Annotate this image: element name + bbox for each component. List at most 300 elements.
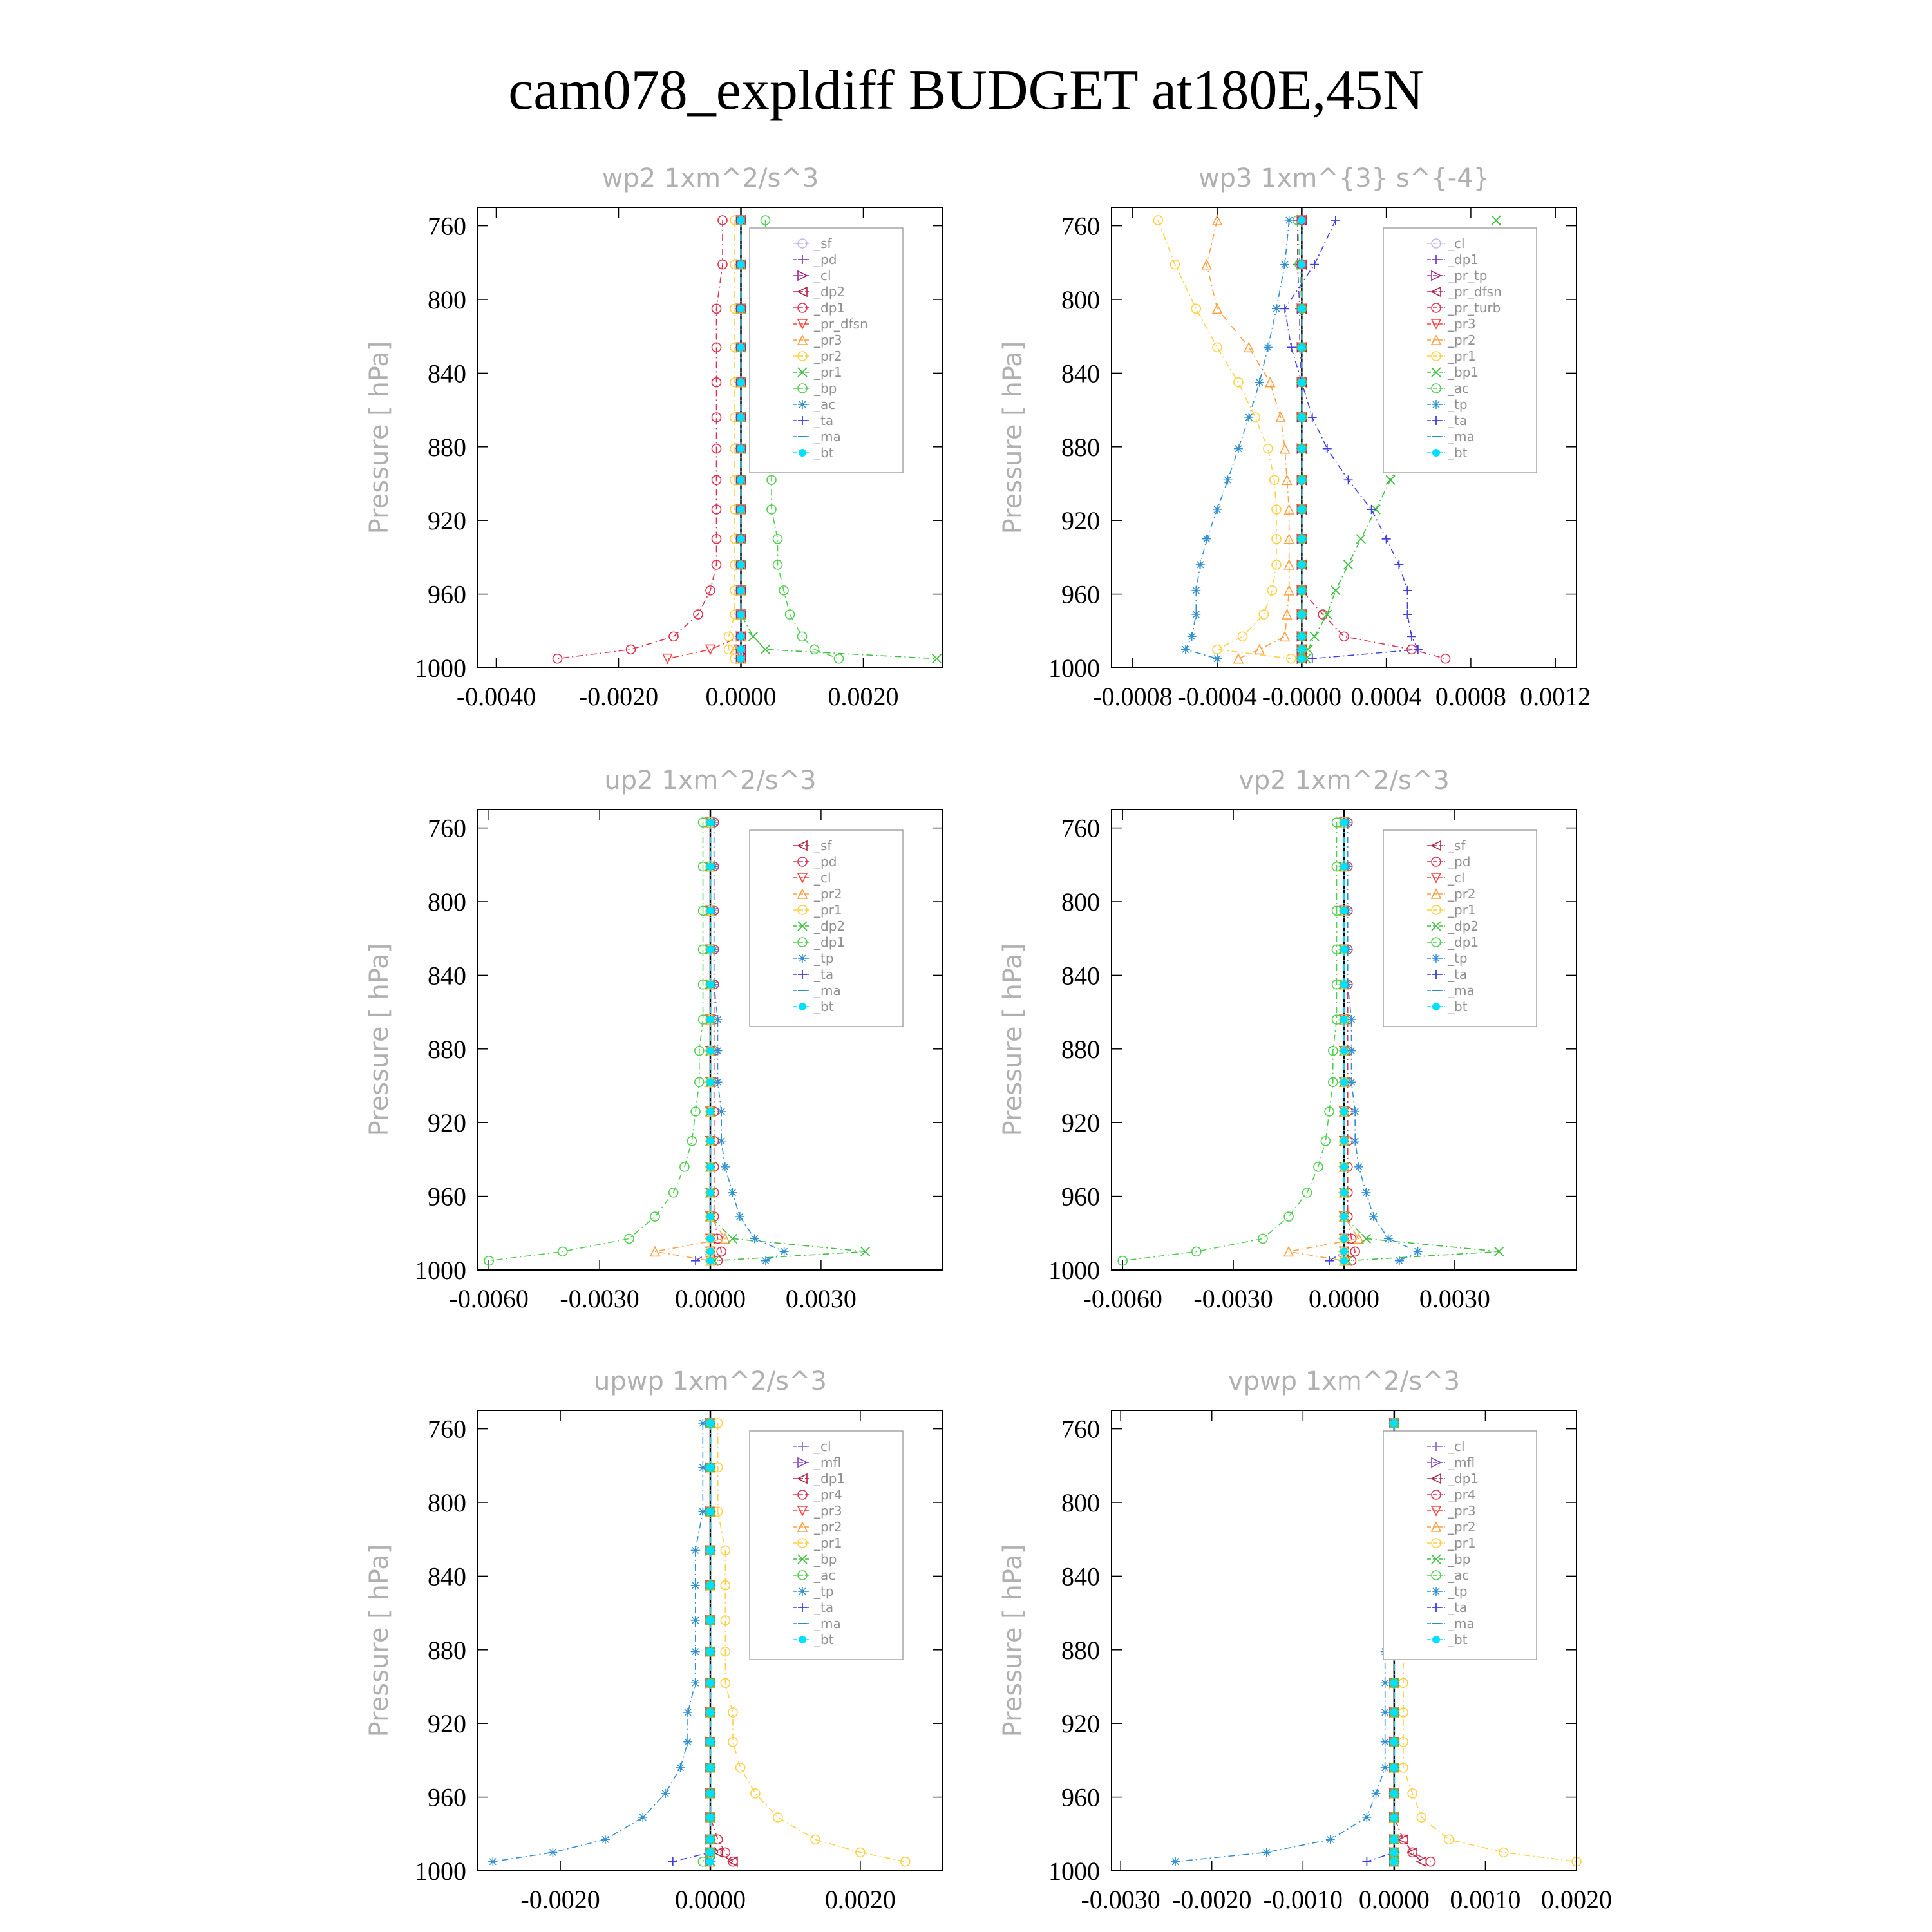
legend-marker (798, 1587, 807, 1596)
data-point (1340, 1257, 1348, 1265)
data-point (1298, 476, 1305, 484)
y-tick-label: 960 (1061, 1783, 1100, 1812)
data-point (625, 1234, 634, 1243)
legend-label: _bt (1448, 445, 1468, 460)
y-axis-label: Pressure [ hPa] (365, 1544, 394, 1738)
series-ac (1293, 216, 1307, 663)
legend-label: _bt (1448, 1632, 1468, 1647)
data-point (786, 610, 795, 619)
legend-label: _ta (814, 413, 834, 428)
legend-label: _pr3 (1448, 316, 1476, 332)
data-point (749, 632, 758, 641)
y-tick-label: 880 (428, 1034, 466, 1064)
y-tick-label: 960 (428, 580, 466, 609)
panel-title: wp2 1xm^2/s^3 (601, 164, 819, 193)
legend-label: _pr2 (1448, 1519, 1476, 1535)
data-point (1340, 1189, 1348, 1197)
data-point (1403, 586, 1412, 595)
panel-title: wp3 1xm^{3} s^{-4} (1198, 164, 1490, 193)
data-point (706, 1108, 714, 1115)
legend (750, 228, 903, 473)
data-point (1234, 654, 1243, 663)
x-tick-label: 0.0020 (824, 1885, 896, 1914)
data-point (1340, 1137, 1348, 1145)
data-point (1280, 304, 1289, 313)
legend-marker (799, 1636, 806, 1643)
data-point (706, 1648, 714, 1656)
y-tick-label: 1000 (1048, 1256, 1100, 1285)
legend-label: _sf (814, 838, 832, 853)
series-tp (488, 1419, 707, 1866)
legend (1383, 830, 1537, 1027)
data-point (1298, 506, 1305, 513)
x-tick-label: 0.0008 (1435, 682, 1506, 711)
data-point (1369, 1212, 1378, 1221)
x-tick-label: 0.0000 (1309, 1284, 1379, 1313)
data-point (1323, 444, 1332, 453)
y-tick-label: 880 (1061, 1034, 1100, 1064)
legend-marker (1432, 1587, 1441, 1596)
data-point (1244, 343, 1253, 352)
data-point (737, 655, 745, 663)
data-point (553, 654, 562, 663)
data-point (706, 1189, 714, 1197)
data-point (1390, 1790, 1398, 1797)
series-dp1 (1293, 216, 1307, 663)
data-point (706, 1582, 714, 1589)
series-pr2 (724, 216, 740, 663)
data-point (1272, 304, 1281, 313)
x-tick-label: -0.0030 (560, 1284, 639, 1313)
data-point (1386, 475, 1395, 484)
y-tick-label: 840 (428, 359, 466, 388)
y-tick-label: 800 (428, 887, 466, 916)
legend-label: _pr2 (814, 886, 842, 902)
data-point (1362, 1813, 1371, 1822)
y-axis-label: Pressure [ hPa] (365, 943, 394, 1137)
y-tick-label: 760 (1061, 211, 1100, 241)
legend-label: _bt (1448, 999, 1468, 1014)
legend-label: _bp (1448, 1551, 1471, 1567)
data-point (1344, 475, 1353, 484)
data-point (706, 1419, 714, 1427)
data-point (1390, 1679, 1398, 1687)
panel-title: upwp 1xm^2/s^3 (594, 1367, 827, 1396)
legend-label: _pd (814, 252, 837, 267)
series-pr1 (1153, 216, 1296, 663)
data-point (901, 1857, 910, 1866)
data-point (1350, 1107, 1359, 1116)
y-tick-label: 920 (428, 506, 466, 536)
legend-label: _bp (814, 1551, 837, 1567)
legend-label: _pr1 (814, 365, 842, 380)
x-tick-label: -0.0020 (1172, 1885, 1252, 1914)
data-point (601, 1835, 610, 1844)
legend-label: _pr4 (1448, 1487, 1476, 1502)
legend-label: _pd (1448, 854, 1471, 869)
data-point (1390, 1835, 1398, 1843)
legend-label: _cl (814, 268, 831, 283)
y-tick-label: 1000 (1048, 654, 1100, 683)
series-pr3 (730, 216, 746, 663)
data-point (706, 1679, 714, 1687)
data-point (1340, 907, 1348, 914)
data-point (1382, 535, 1391, 544)
legend-label: _pr1 (1448, 1535, 1476, 1551)
legend-label: _bp (814, 381, 837, 396)
data-point (706, 1835, 714, 1843)
legend-marker (798, 400, 807, 409)
series-pr2 (1284, 818, 1363, 1265)
data-point (737, 506, 745, 513)
data-point (706, 1257, 714, 1265)
data-point (706, 1247, 714, 1255)
data-point (1340, 1247, 1348, 1255)
data-point (737, 632, 745, 640)
legend-marker (1432, 449, 1440, 457)
legend-marker (799, 1003, 806, 1010)
data-point (706, 819, 714, 826)
data-point (650, 1212, 659, 1221)
data-point (1340, 1235, 1348, 1242)
data-point (1340, 632, 1349, 641)
y-tick-label: 840 (428, 1562, 466, 1591)
y-tick-label: 920 (1061, 1108, 1100, 1138)
legend-marker (1432, 954, 1441, 963)
data-point (1340, 945, 1348, 953)
legend-label: _ta (1448, 967, 1468, 982)
data-point (706, 981, 714, 989)
legend-label: _tp (1448, 951, 1468, 966)
data-point (1213, 654, 1222, 663)
legend-label: _pr2 (814, 348, 842, 364)
data-point (773, 535, 782, 544)
x-tick-label: -0.0030 (1081, 1885, 1160, 1914)
data-point (717, 1107, 726, 1116)
y-tick-label: 840 (1061, 359, 1100, 388)
legend-label: _pr_turb (1448, 300, 1501, 316)
data-point (1340, 819, 1348, 826)
panel-title: vpwp 1xm^2/s^3 (1227, 1367, 1461, 1396)
data-point (1202, 535, 1211, 544)
data-point (737, 535, 745, 543)
data-point (706, 1078, 714, 1086)
data-point (1285, 216, 1294, 225)
legend-label: _tp (1448, 397, 1468, 412)
series-tp (1181, 216, 1294, 663)
x-tick-label: -0.0040 (456, 682, 536, 711)
y-tick-label: 840 (1061, 961, 1100, 990)
data-point (1191, 610, 1200, 619)
data-point (706, 1464, 714, 1472)
x-tick-label: -0.0000 (1262, 682, 1342, 711)
data-point (676, 1763, 685, 1772)
data-point (811, 1835, 820, 1844)
legend-label: _mfl (1448, 1455, 1475, 1470)
legend-label: _ma (814, 983, 841, 998)
legend-label: _pr3 (814, 332, 842, 348)
data-point (1258, 1234, 1267, 1243)
legend-label: _pr3 (814, 1503, 842, 1519)
data-point (691, 1647, 700, 1656)
legend-label: _dp1 (1448, 252, 1479, 267)
y-tick-label: 920 (428, 1108, 466, 1138)
data-point (706, 1616, 714, 1624)
data-point (780, 1247, 789, 1256)
y-tick-label: 920 (428, 1709, 466, 1739)
data-point (737, 611, 745, 618)
data-point (737, 343, 745, 351)
legend-marker (1432, 1003, 1440, 1010)
data-point (1280, 260, 1289, 269)
data-point (721, 1162, 730, 1171)
data-point (737, 476, 745, 484)
series-tp (1171, 1419, 1399, 1866)
data-point (717, 1137, 726, 1146)
legend (750, 830, 903, 1027)
x-tick-label: 0.0004 (1350, 682, 1422, 711)
data-point (1367, 505, 1376, 514)
data-point (773, 1813, 782, 1822)
series-line (1175, 1423, 1394, 1862)
x-tick-label: 0.0030 (785, 1284, 857, 1313)
legend-label: _sf (1448, 838, 1466, 853)
y-tick-label: 840 (1061, 1562, 1100, 1591)
data-point (1298, 632, 1305, 640)
series-dp1 (484, 818, 707, 1265)
legend-marker (1432, 1636, 1440, 1643)
data-point (1213, 505, 1222, 514)
data-point (1444, 1835, 1454, 1844)
data-point (1394, 560, 1403, 569)
data-point (1492, 216, 1501, 225)
data-point (1399, 1835, 1408, 1844)
data-point (737, 413, 745, 421)
y-axis-label: Pressure [ hPa] (998, 943, 1028, 1137)
data-point (1390, 1814, 1398, 1821)
data-point (691, 1616, 700, 1625)
data-point (1265, 378, 1274, 387)
legend-label: _ta (1448, 413, 1468, 428)
data-point (1298, 655, 1305, 663)
data-point (548, 1848, 557, 1857)
data-point (683, 1708, 692, 1717)
y-tick-label: 840 (428, 961, 466, 990)
panel-2 (998, 164, 1591, 711)
data-point (1310, 260, 1319, 269)
y-tick-label: 960 (428, 1182, 466, 1211)
series-pr2 (650, 818, 730, 1265)
data-point (1372, 1789, 1381, 1798)
x-tick-label: 0.0000 (1358, 1885, 1430, 1914)
y-tick-label: 760 (1061, 1414, 1100, 1444)
data-point (1196, 560, 1205, 569)
legend (750, 1431, 903, 1660)
data-point (706, 1163, 714, 1171)
y-tick-label: 880 (1061, 1635, 1100, 1665)
series-pd (710, 818, 726, 1265)
legend-label: _ac (1448, 1567, 1470, 1583)
legend-label: _pr_tp (1448, 268, 1488, 283)
legend-label: _ma (814, 429, 841, 444)
data-point (1340, 1078, 1348, 1086)
data-point (1224, 475, 1233, 484)
data-point (1390, 1738, 1398, 1746)
data-point (737, 261, 745, 269)
data-point (1340, 1213, 1348, 1220)
x-tick-label: 0.0030 (1419, 1284, 1490, 1313)
data-point (737, 379, 745, 386)
data-point (706, 1848, 714, 1856)
legend-label: _tp (1448, 1584, 1468, 1599)
data-point (683, 1738, 692, 1747)
series-line (489, 822, 703, 1261)
legend-label: _pr1 (814, 902, 842, 918)
data-point (1298, 611, 1305, 618)
panel-6 (998, 1367, 1612, 1914)
legend-label: _ta (814, 967, 834, 982)
data-point (1287, 343, 1296, 352)
x-tick-label: 0.0020 (1541, 1885, 1612, 1914)
data-point (1298, 413, 1305, 421)
data-point (1390, 1764, 1398, 1772)
data-point (1308, 413, 1317, 422)
legend-label: _pr2 (1448, 886, 1476, 902)
data-point (737, 587, 745, 594)
data-point (691, 1546, 700, 1555)
y-tick-label: 1000 (415, 654, 466, 683)
data-point (737, 445, 745, 453)
data-point (1390, 1858, 1398, 1866)
series-line (1122, 822, 1336, 1261)
data-point (1499, 1848, 1508, 1857)
y-tick-label: 800 (428, 1488, 466, 1517)
data-point (1362, 1857, 1371, 1866)
y-tick-label: 880 (428, 1635, 466, 1665)
data-point (1356, 535, 1365, 544)
legend-label: _dp2 (814, 918, 846, 934)
data-point (1390, 1419, 1398, 1427)
data-point (735, 1212, 744, 1221)
legend-label: _cl (1448, 1439, 1465, 1454)
y-tick-label: 760 (428, 211, 466, 241)
data-point (663, 654, 672, 663)
data-point (668, 1857, 677, 1866)
data-point (1181, 645, 1190, 654)
y-tick-label: 800 (1061, 1488, 1100, 1517)
y-axis-label: Pressure [ hPa] (998, 341, 1028, 535)
series-pr2 (1202, 216, 1294, 663)
data-point (1361, 1188, 1370, 1197)
legend-label: _tp (814, 951, 834, 966)
data-point (1191, 586, 1200, 595)
data-point (706, 1508, 714, 1515)
legend-label: _bp1 (1448, 365, 1479, 380)
data-point (706, 1235, 714, 1242)
data-point (1234, 378, 1243, 387)
y-tick-label: 960 (1061, 580, 1100, 609)
panel-1 (365, 164, 943, 711)
y-tick-label: 760 (428, 1414, 466, 1444)
legend-label: _ma (1448, 1616, 1475, 1631)
data-point (488, 1857, 497, 1866)
legend-label: _sf (814, 236, 832, 251)
legend-label: _mfl (814, 1455, 842, 1470)
data-point (638, 1813, 647, 1822)
data-point (1403, 610, 1412, 619)
data-point (1381, 1678, 1390, 1687)
legend-label: _ma (814, 1616, 841, 1631)
data-point (1262, 1848, 1271, 1857)
y-tick-label: 1000 (1048, 1857, 1100, 1886)
series-dp1 (553, 216, 728, 663)
legend-label: _pr1 (1448, 902, 1476, 918)
legend-label: _cl (1448, 236, 1465, 251)
data-point (1259, 610, 1268, 619)
data-point (1340, 1108, 1348, 1115)
y-tick-label: 880 (1061, 432, 1100, 462)
data-point (737, 561, 745, 569)
data-point (1331, 586, 1340, 595)
data-point (751, 1789, 760, 1798)
data-point (1298, 561, 1305, 569)
y-tick-label: 1000 (415, 1857, 466, 1886)
series-line (668, 220, 741, 659)
legend-label: _pr1 (1448, 348, 1476, 364)
legend-label: _pr1 (814, 1535, 842, 1551)
series-line (1158, 220, 1291, 659)
legend (1383, 228, 1537, 473)
legend-marker (799, 449, 806, 457)
y-tick-label: 800 (1061, 285, 1100, 314)
data-point (706, 1047, 714, 1055)
data-point (706, 1137, 714, 1145)
data-point (1323, 610, 1332, 619)
data-point (728, 1188, 737, 1197)
x-tick-label: -0.0030 (1193, 1284, 1273, 1313)
x-tick-label: -0.0004 (1177, 682, 1257, 711)
series-line (493, 1423, 703, 1862)
data-point (1234, 444, 1243, 453)
data-point (691, 1678, 700, 1687)
data-point (706, 1764, 714, 1772)
legend-label: _dp1 (1448, 1471, 1479, 1486)
data-point (1340, 863, 1348, 871)
panel-5 (365, 1367, 943, 1914)
data-point (736, 1763, 745, 1772)
data-point (706, 907, 714, 914)
data-point (1188, 632, 1197, 641)
data-point (761, 1256, 770, 1265)
data-point (1340, 1163, 1348, 1171)
legend-label: _dp2 (814, 284, 846, 299)
legend-label: _cl (1448, 870, 1465, 886)
data-point (706, 1016, 714, 1023)
legend-label: _dp1 (814, 300, 846, 316)
data-point (1264, 343, 1273, 352)
data-point (627, 645, 636, 654)
data-point (706, 1546, 714, 1554)
data-point (1298, 305, 1305, 312)
y-tick-label: 800 (428, 285, 466, 314)
y-tick-label: 1000 (415, 1256, 466, 1285)
data-point (1441, 654, 1450, 663)
series-line (1207, 220, 1289, 659)
legend-label: _dp1 (814, 1471, 846, 1486)
x-tick-label: 0.0000 (675, 1885, 746, 1914)
data-point (1414, 1247, 1423, 1256)
data-point (661, 1789, 670, 1798)
